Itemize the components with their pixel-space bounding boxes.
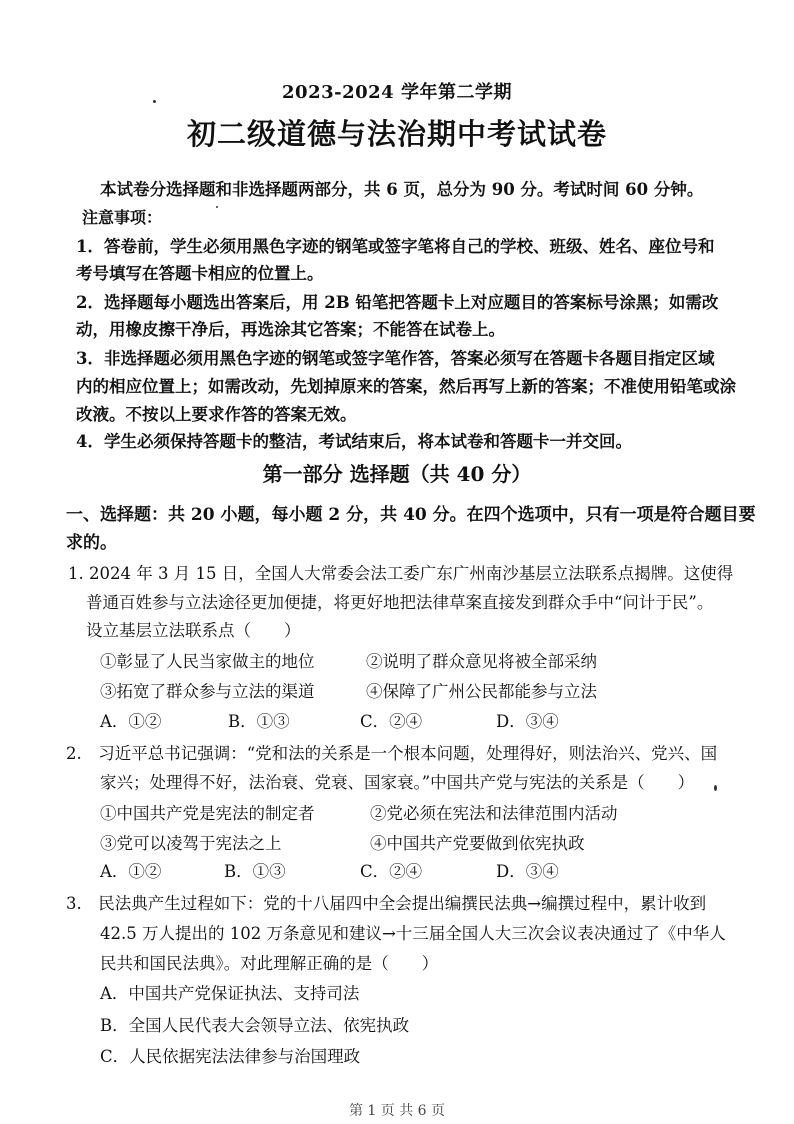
question-1-choice: A．①② bbox=[100, 712, 162, 731]
question-3-option: B．全国人民代表大会领导立法、依宪执政 bbox=[100, 1016, 410, 1035]
notice-line: 3．非选择题必须用黑色字迹的钢笔或签字笔作答，答案必须写在答题卡各题目指定区域 bbox=[76, 349, 715, 368]
question-1-stem: 普通百姓参与立法途径更加便捷，将更好地把法律草案直接发到群众手中“问计于民”。 bbox=[86, 593, 714, 612]
question-1-stem: 设立基层立法联系点（ ） bbox=[86, 621, 301, 640]
question-1-statement: ①彰显了人民当家做主的地位 bbox=[100, 652, 315, 671]
question-1-statement: ④保障了广州公民都能参与立法 bbox=[366, 682, 597, 701]
question-3-stem: 3. 民法典产生过程如下：党的十八届四中全会提出编撰民法典→编撰过程中，累计收到 bbox=[66, 894, 707, 913]
exam-intro: 本试卷分选择题和非选择题两部分，共 6 页，总分为 90 分。考试时间 60 分钟。 bbox=[100, 180, 704, 199]
notice-line: 动，用橡皮擦干净后，再选涂其它答案；不能答在试卷上。 bbox=[76, 320, 505, 339]
question-2-choice: A．①② bbox=[100, 862, 162, 881]
question-1-choice: D．③④ bbox=[496, 712, 559, 731]
question-2-statement: ③党可以凌驾于宪法之上 bbox=[100, 834, 282, 853]
question-3-option: A．中国共产党保证执法、支持司法 bbox=[100, 984, 360, 1003]
question-2-statement: ④中国共产党要做到依宪执政 bbox=[370, 834, 585, 853]
question-1-statement: ③拓宽了群众参与立法的渠道 bbox=[100, 682, 315, 701]
section-title: 第一部分 选择题（共 40 分） bbox=[262, 462, 532, 486]
question-3-option: C．人民依据宪法法律参与治国理政 bbox=[100, 1047, 361, 1066]
question-1-stem: 1. 2024 年 3 月 15 日，全国人大常委会法工委广东广州南沙基层立法联系点揭牌。这使得 bbox=[68, 564, 734, 583]
question-2-stem: 家兴；处理得不好，法治衰、党衰、国家衰。”中国共产党与宪法的关系是（ ） bbox=[100, 773, 695, 792]
question-1-choice: B．①③ bbox=[228, 712, 290, 731]
question-2-choice: D．③④ bbox=[496, 862, 559, 881]
notice-line: 4．学生必须保持答题卡的整洁，考试结束后，将本试卷和答题卡一并交回。 bbox=[76, 432, 632, 451]
question-2-statement: ①中国共产党是宪法的制定者 bbox=[100, 804, 315, 823]
question-2-choice: C．②④ bbox=[360, 862, 423, 881]
question-3-stem: 民共和国民法典》。对此理解正确的是（ ） bbox=[100, 954, 439, 973]
notice-line: 考号填写在答题卡相应的位置上。 bbox=[76, 264, 324, 283]
question-1-choice: C．②④ bbox=[360, 712, 423, 731]
scan-speck bbox=[153, 100, 156, 103]
question-2-statement: ②党必须在宪法和法律范围内活动 bbox=[370, 804, 618, 823]
section-instructions: 求的。 bbox=[66, 533, 117, 553]
section-instructions: 一、选择题：共 20 小题，每小题 2 分，共 40 分。在四个选项中，只有一项是符合题目要 bbox=[66, 505, 756, 525]
notice-line: 改液。不按以上要求作答的答案无效。 bbox=[76, 405, 357, 424]
page-footer: 第 1 页 共 6 页 bbox=[348, 1103, 446, 1119]
question-2-stem: 2. 习近平总书记强调：“党和法的关系是一个根本问题，处理得好，则法治兴、党兴、国 bbox=[66, 744, 718, 763]
question-3-stem: 42.5 万人提出的 102 万条意见和建议→十三届全国人大三次会议表决通过了《中华人 bbox=[100, 924, 726, 943]
semester-heading: 2023-2024 学年第二学期 bbox=[282, 82, 512, 103]
notice-line: 1．答卷前，学生必须用黑色字迹的钢笔或签字笔将自己的学校、班级、姓名、座位号和 bbox=[76, 237, 715, 256]
exam-title: 初二级道德与法治期中考试试卷 bbox=[186, 117, 607, 151]
notice-line: 内的相应位置上；如需改动，先划掉原来的答案，然后再写上新的答案；不准使用铅笔或涂 bbox=[76, 377, 736, 396]
notice-line: 2．选择题每小题选出答案后，用 2B 铅笔把答题卡上对应题目的答案标号涂黑；如需改 bbox=[76, 293, 719, 312]
notice-title: 注意事项： bbox=[82, 208, 163, 227]
scan-speck bbox=[714, 785, 717, 791]
question-1-statement: ②说明了群众意见将被全部采纳 bbox=[366, 652, 597, 671]
scan-speck bbox=[216, 206, 218, 208]
question-2-choice: B．①③ bbox=[224, 862, 286, 881]
